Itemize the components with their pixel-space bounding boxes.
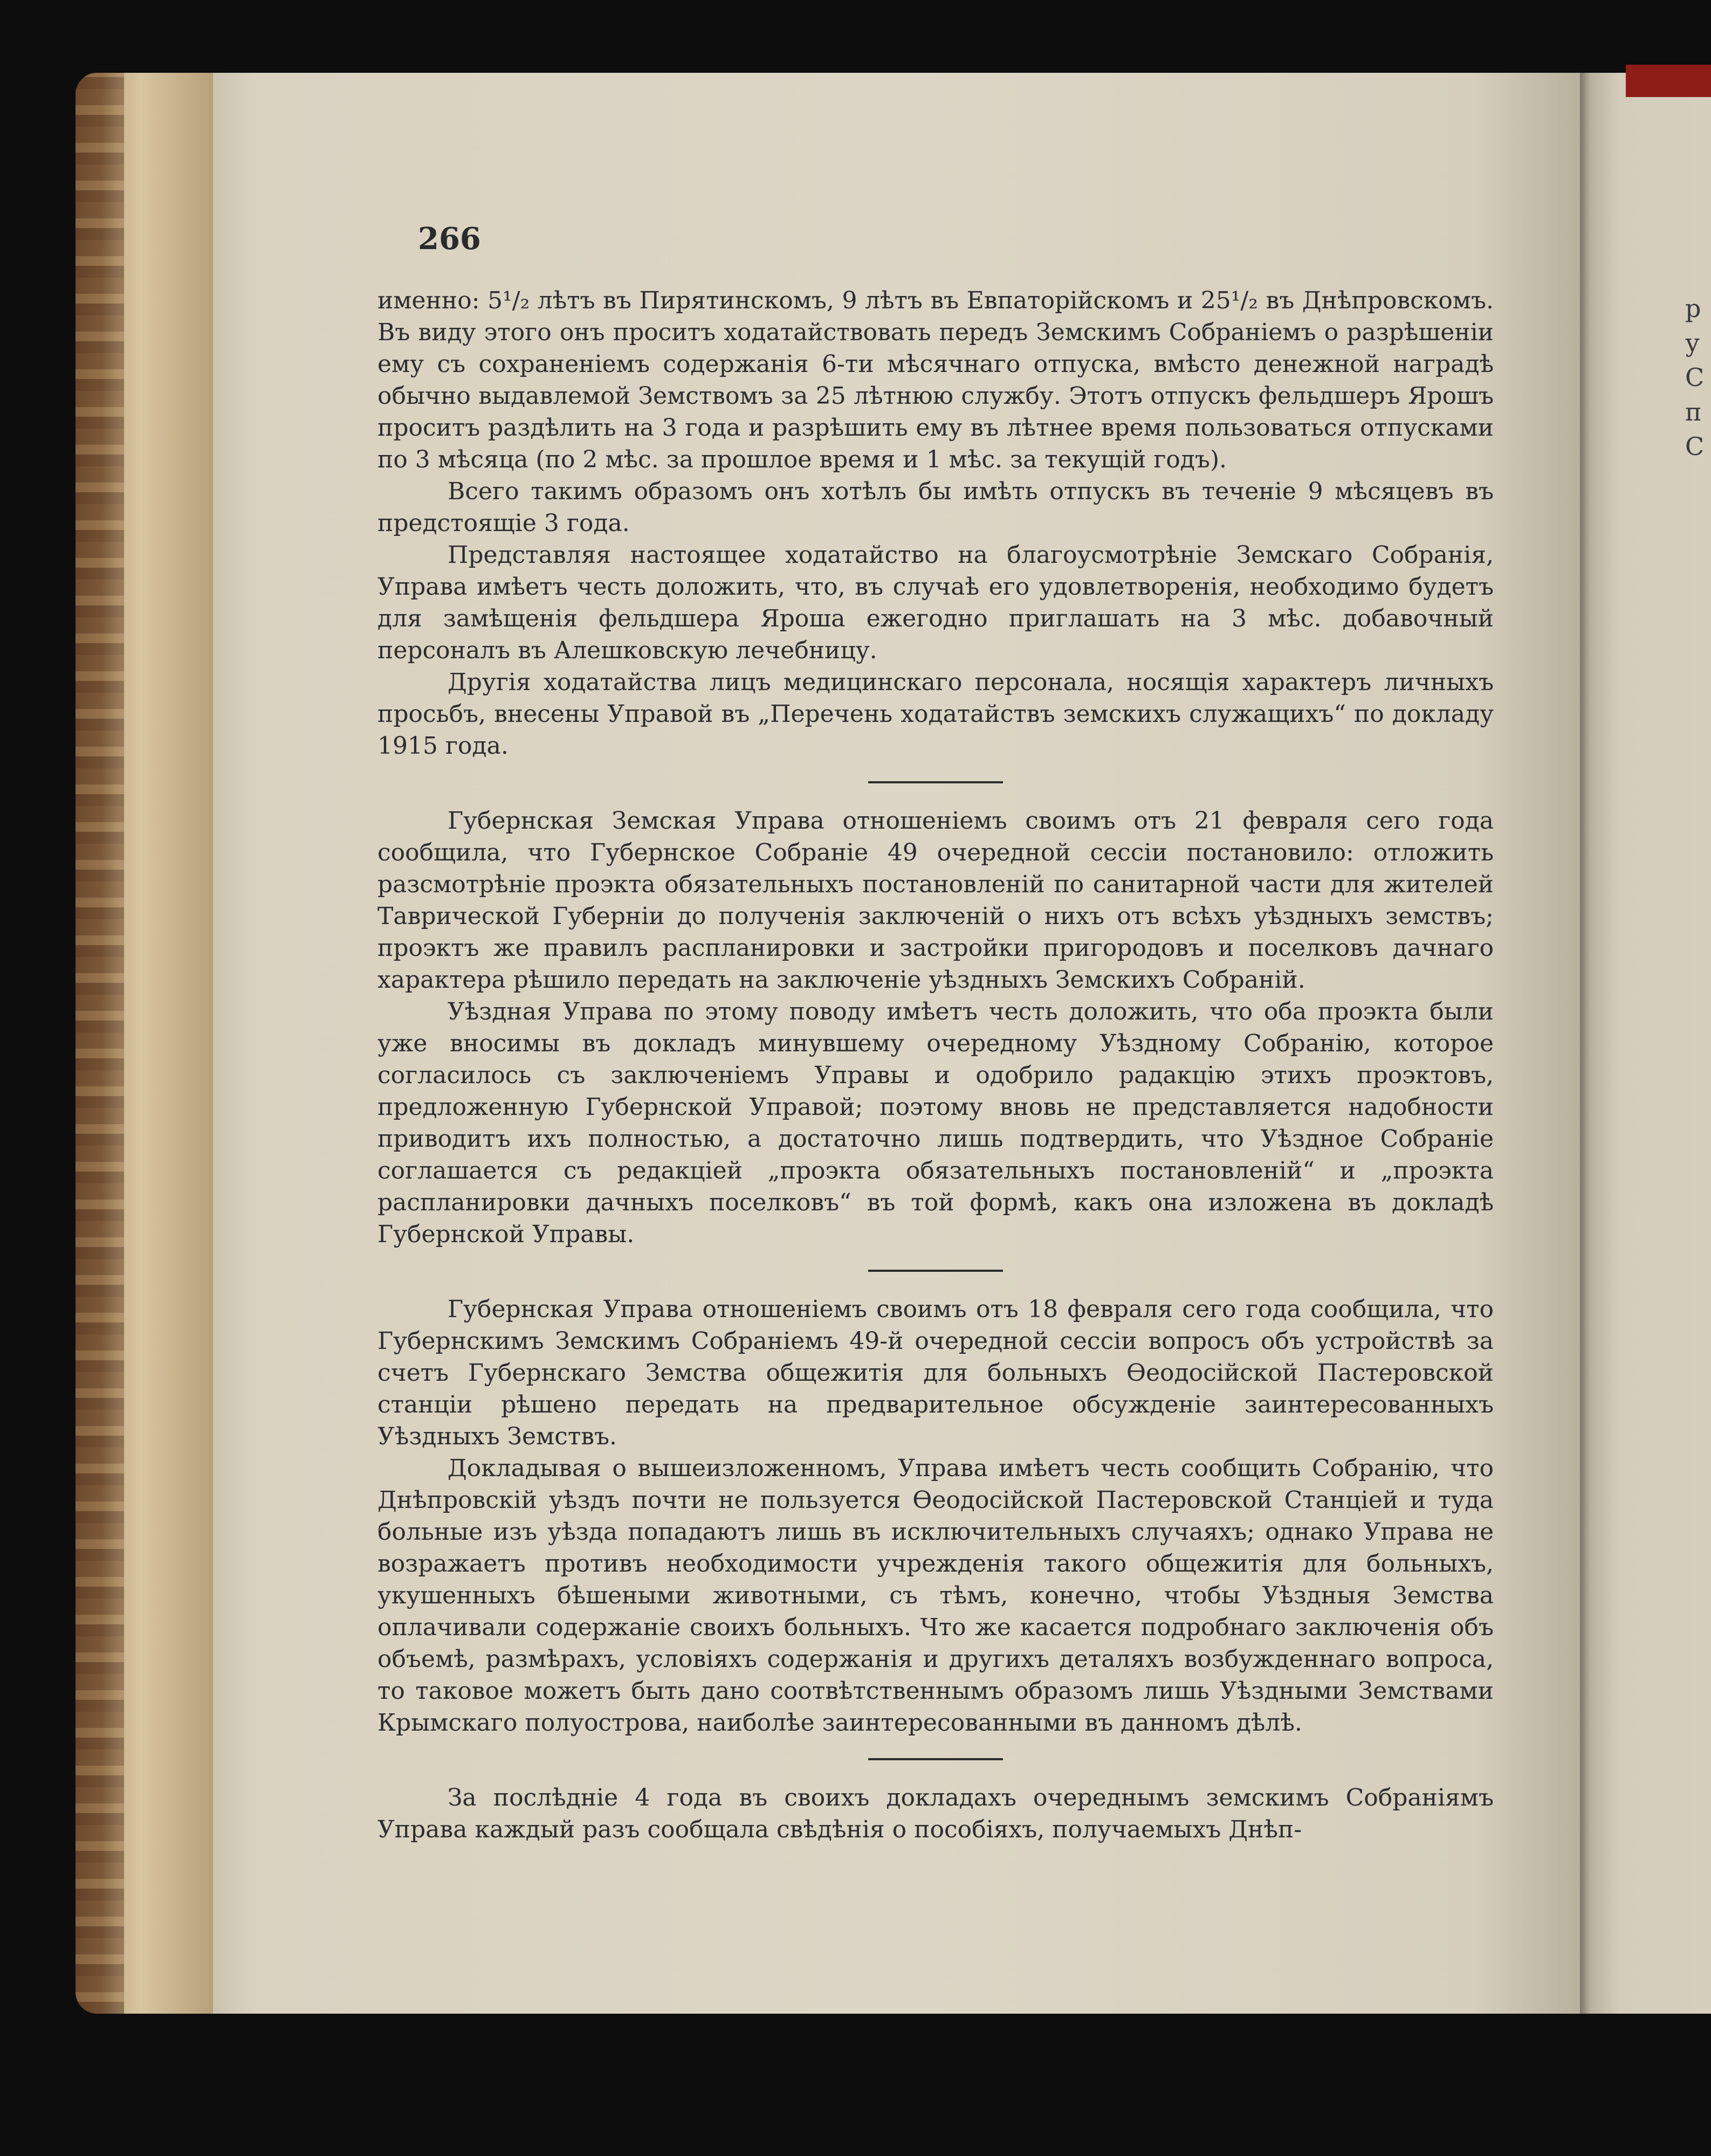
body-text — [377, 285, 1494, 1845]
facing-letter: р — [1685, 294, 1701, 323]
facing-page-letters — [1685, 291, 1707, 464]
facing-letter: С — [1685, 432, 1705, 461]
paragraph: именно: 5¹/₂ лѣтъ въ Пирятинскомъ, 9 лѣтъ въ Евпаторійскомъ и 25¹/₂ въ Днѣпровскомъ. Въ виду этого онъ проситъ ходатайствовать передъ Земскимъ Собраніемъ о разрѣшеніи ему съ сохраненіемъ содержанія 6-ти мѣсячнаго отпуска, вмѣсто денежной наградѣ обычно выдавлемой Земствомъ за 25 лѣтнюю службу. Этотъ отпускъ фельдшеръ Ярошъ проситъ раздѣлить на 3 года и разрѣшить ему въ лѣтнее время пользоваться отпусками по 3 мѣсяца (по 2 мѣс. за прошлое время и 1 мѣс. за текущій годъ). — [377, 287, 1494, 473]
paragraph: Губернская Земская Управа отношеніемъ своимъ отъ 21 февраля сего года сообщила, что Губернское Собраніе 49 очередной сессіи постановило: отложить разсмотрѣніе проэкта обязательныхъ постановленій по санитарной части для жителей Таврической Губерніи до полученія заключеній о нихъ отъ всѣхъ уѣздныхъ земствъ; проэктъ же правилъ распланировки и застройки пригородовъ и поселковъ дачнаго характера рѣшило передать на заключеніе уѣздныхъ Земскихъ Собраній. — [377, 807, 1494, 994]
paragraph: Уѣздная Управа по этому поводу имѣетъ честь доложить, что оба проэкта были уже вносимы въ докладъ минувшему очередному Уѣздному Собранію, которое согласилось съ заключеніемъ Управы и одобрило радакцію этихъ проэктовъ, предложенную Губернской Управой; поэтому вновь не представляется надобности приводитъ ихъ полностью, а достаточно лишь подтвердить, что Уѣздное Собраніе соглашается съ редакціей „проэкта обязательныхъ постановленій“ и „проэкта распланировки дачныхъ поселковъ“ въ той формѣ, какъ она изложена въ докладѣ Губернской Управы. — [377, 998, 1494, 1248]
paragraph: Докладывая о вышеизложенномъ, Управа имѣетъ честь сообщить Собранію, что Днѣпровскій уѣздъ почти не пользуется Ѳеодосійской Пастеровской Станціей и туда больные изъ уѣзда попадаютъ лишь въ исключительныхъ случаяхъ; однако Управа не возражаетъ противъ необходимости учрежденія такого общежитія для больныхъ, укушенныхъ бѣшеными животными, съ тѣмъ, конечно, чтобы Уѣздныя Земства оплачивали содержаніе своихъ больныхъ. Что же касается подробнаго заключенія объ объемѣ, размѣрахъ, условіяхъ содержанія и другихъ деталяхъ возбужденнаго вопроса, то таковое можетъ быть дано соотвѣтственнымъ образомъ лишь Уѣздными Земствами Крымскаго полуострова, наиболѣе заинтересованными въ данномъ дѣлѣ. — [377, 1455, 1494, 1737]
red-ribbon — [1626, 65, 1711, 97]
section-divider — [868, 1270, 1003, 1272]
section-divider — [868, 1758, 1003, 1760]
paragraph: Губернская Управа отношеніемъ своимъ отъ 18 февраля сего года сообщила, что Губернскимъ Земскимъ Собраніемъ 49-й очередной сессіи вопросъ объ устройствѣ за счетъ Губернскаго Земства общежитія для больныхъ Ѳеодосійской Пастеровской станціи рѣшено передать на предварительное обсужденіе заинтересованныхъ Уѣздныхъ Земствъ. — [377, 1296, 1494, 1450]
facing-letter: п — [1685, 397, 1702, 426]
facing-letter: у — [1685, 328, 1700, 357]
book-page-edges — [75, 73, 221, 2014]
paragraph: Всего такимъ образомъ онъ хотѣлъ бы имѣть отпускъ въ теченіе 9 мѣсяцевъ въ предстоящіе 3 года. — [377, 478, 1494, 537]
section-pasteur-station — [377, 1293, 1494, 1739]
section-divider — [868, 781, 1003, 783]
paragraph: Другія ходатайства лицъ медицинскаго персонала, носящія характеръ личныхъ просьбъ, внесены Управой въ „Перечень ходатайствъ земскихъ служащихъ“ по докладу 1915 года. — [377, 669, 1494, 760]
section-sanitary-rules — [377, 805, 1494, 1250]
section-last-years — [377, 1782, 1494, 1845]
facing-letter: С — [1685, 363, 1705, 392]
section-ferdsher-leave — [377, 285, 1494, 762]
paragraph: Представляя настоящее ходатайство на благоусмотрѣніе Земскаго Собранія, Управа имѣетъ честь доложить, что, въ случаѣ его удовлетворенія, необходимо будетъ для замѣщенія фельдшера Яроша ежегодно приглашать на 3 мѣс. добавочный персоналъ въ Алешковскую лечебницу. — [377, 541, 1494, 664]
paragraph: За послѣдніе 4 года въ своихъ докладахъ очереднымъ земскимъ Собраніямъ Управа каждый разъ сообщала свѣдѣнія о пособіяхъ, получаемыхъ Днѣп- — [377, 1784, 1494, 1843]
page-number: 266 — [418, 221, 481, 257]
